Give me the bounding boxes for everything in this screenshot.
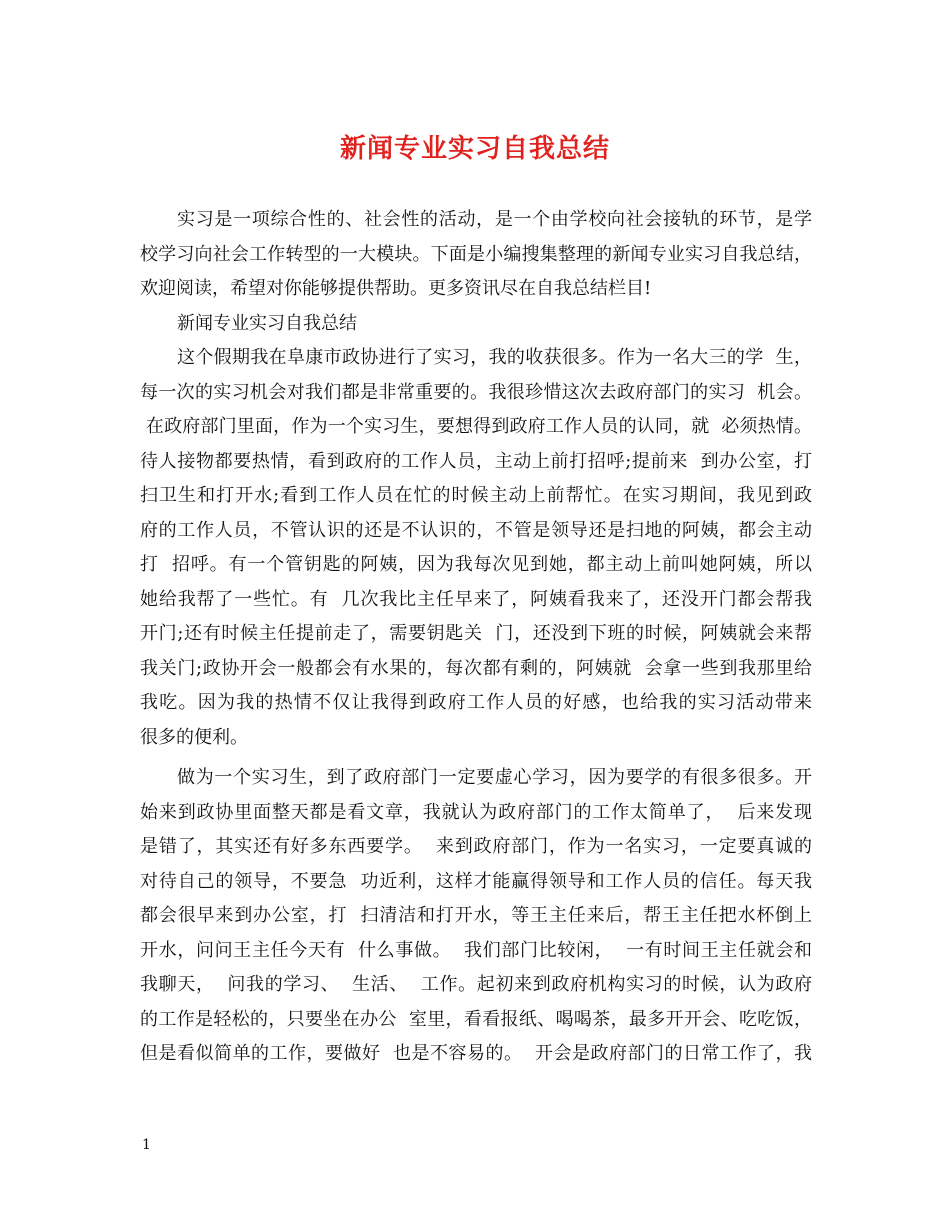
paragraph [140,761,812,1072]
text-line: 对待自己的领导，不要急 功近利，这样才能赢得领导和工作人员的信任。每天我 [140,870,812,892]
text-line: 的工作是轻松的，只要坐在办公 室里，看看报纸、喝喝茶，最多开开会、吃吃饭， [140,1008,812,1030]
paragraph [140,203,812,307]
text-line: 每一次的实习机会对我们都是非常重要的。我很珍惜这次去政府部门的实习 机会。 [140,381,812,403]
text-line: 是错了，其实还有好多东西要学。 来到政府部门，作为一名实习，一定要真诚的 [140,836,812,857]
text-line: 始来到政协里面整天都是看文章，我就认为政府部门的工作太简单了， 后来发现 [140,801,812,823]
text-line: 欢迎阅读，希望对你能够提供帮助。更多资讯尽在自我总结栏目! [140,278,652,299]
page-title: 新闻专业实习自我总结 [339,134,610,164]
text-line: 我关门;政协开会一般都会有水果的，每次都有剩的，阿姨就 会拿一些到我那里给 [140,657,812,679]
text-line: 她给我帮了一些忙。有 几次我比主任早来了，阿姨看我来了，还没开门都会帮我 [140,588,812,610]
page-number: 1 [142,1137,151,1153]
paragraph [140,341,812,755]
text-line: 打 招呼。有一个管钥匙的阿姨，因为我每次见到她，都主动上前叫她阿姨，所以 [140,554,812,575]
section-heading: 新闻专业实习自我总结 [177,312,357,334]
paragraph [140,307,812,342]
text-line: 开门;还有时候主任提前走了，需要钥匙关 门，还没到下班的时候，阿姨就会来帮 [140,623,812,644]
text-line: 这个假期我在阜康市政协进行了实习，我的收获很多。作为一名大三的学 生， [177,347,812,368]
text-line: 都会很早来到办公室，打 扫清洁和打开水，等王主任来后，帮王主任把水杯倒上 [140,905,812,926]
text-line: 校学习向社会工作转型的一大模块。下面是小编搜集整理的新闻专业实习自我总结， [140,243,812,265]
text-line: 在政府部门里面，作为一个实习生，要想得到政府工作人员的认同，就 必须热情。 [140,416,812,437]
text-line: 开水，问问王主任今天有 什么事做。 我们部门比较闲， 一有时间王主任就会和 [140,939,812,961]
text-line: 我聊天， 问我的学习、 生活、 工作。起初来到政府机构实习的时候，认为政府 [140,974,812,995]
text-line: 实习是一项综合性的、社会性的活动，是一个由学校向社会接轨的环节，是学 [177,209,812,230]
text-line: 扫卫生和打开水;看到工作人员在忙的时候主动上前帮忙。在实习期间，我见到政 [140,485,812,506]
text-line: 但是看似简单的工作，要做好 也是不容易的。 开会是政府部门的日常工作了，我 [140,1043,812,1064]
text-line: 很多的便利。 [140,726,248,748]
text-line: 府的工作人员，不管认识的还是不认识的，不管是领导还是扫地的阿姨，都会主动 [140,519,812,541]
text-line: 做为一个实习生，到了政府部门一定要虚心学习，因为要学的有很多很多。开 [177,767,812,788]
text-line: 我吃。因为我的热情不仅让我得到政府工作人员的好感，也给我的实习活动带来 [140,692,812,713]
document-body [140,203,812,1072]
text-line: 待人接物都要热情，看到政府的工作人员，主动上前打招呼;提前来 到办公室，打 [140,450,812,472]
